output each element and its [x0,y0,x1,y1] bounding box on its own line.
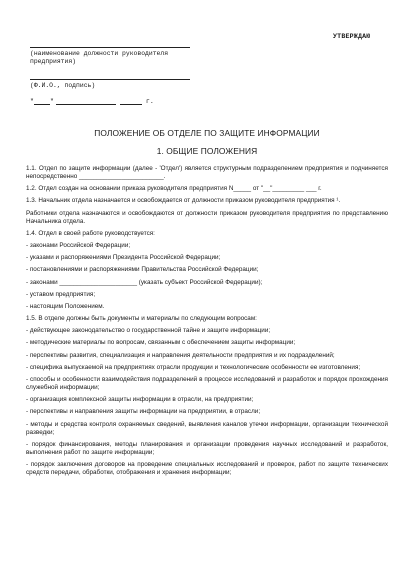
paragraph: - уставом предприятия; [26,290,96,298]
paragraph: - перспективы развития, специализация и направления деятельности предприятия и их подразделений; [26,351,335,359]
paragraph: - законами ______________________ (указать субъект Российской Федерации); [26,278,263,286]
name-line [30,79,190,80]
position-line [30,47,190,48]
approval-date: " " г. [30,98,154,105]
paragraph: 1.2. Отдел создан на основании приказа руководителя предприятия N_____ от "__"_________ ___ г. [26,185,322,193]
paragraph: - порядок заключения договоров на проведение специальных исследований и проверок, работ по защите технических средств передачи, обработки, отображения и хранения информации; [26,460,388,476]
paragraph: - методы и средства контроля охраняемых сведений, выявления каналов утечки информации, организации технической разведки; [26,420,388,436]
approve-stamp: УТВЕРЖДАЮ [333,33,371,40]
paragraph: - постановлениями и распоряжениями Правительства Российской Федерации; [26,266,259,274]
document-title: ПОЛОЖЕНИЕ ОБ ОТДЕЛЕ ПО ЗАЩИТЕ ИНФОРМАЦИИ [94,128,320,138]
section-title: 1. ОБЩИЕ ПОЛОЖЕНИЯ [156,146,258,156]
paragraph: - законами Российской Федерации; [26,241,131,249]
paragraph: 1.4. Отдел в своей работе руководствуется: [26,229,155,237]
paragraph: 1.5. В отделе должны быть документы и материалы по следующим вопросам: [26,315,257,323]
paragraph: Работники отдела назначаются и освобождаются от должности приказом руководителя предприятия по представлению Начальника отдела. [26,209,388,225]
paragraph: - методические материалы по вопросам, связанным с обеспечением защиты информации; [26,339,296,347]
paragraph: - порядок финансирования, методы планирования и организации проведения научных исследований и разработок, выполнения работ по защите информации; [26,440,388,456]
paragraph: - указами и распоряжениями Президента Российской Федерации; [26,254,221,262]
document-body [26,165,388,477]
paragraph: - действующее законодательство о государственной тайне и защите информации; [26,327,271,335]
paragraph: 1.3. Начальник отдела назначается и освобождается от должности приказом руководителя предприятия ¹. [26,197,341,205]
paragraph: - перспективы и направления защиты информации на предприятии, в отрасли; [26,408,261,416]
paragraph: - специфика выпускаемой на предприятиях отрасли продукции и технологические особенности ее изготовления; [26,363,361,371]
paragraph: 1.1. Отдел по защите информации (далее - 'Отдел') является структурным подразделением предприятия и подчиняется непосредственно ________________________. [26,165,388,180]
position-caption: (наименование должности руководителя предприятия) [30,50,169,65]
paragraph: - способы и особенности взаимодействия подразделений в процессе исследований и разработок и порядок прохождения служебной информации; [26,376,388,391]
paragraph: - организация комплексной защиты информации в отрасли, на предприятии; [26,396,254,404]
paragraph: - настоящим Положением. [26,302,105,310]
name-caption: (Ф.И.О., подпись) [30,82,96,89]
